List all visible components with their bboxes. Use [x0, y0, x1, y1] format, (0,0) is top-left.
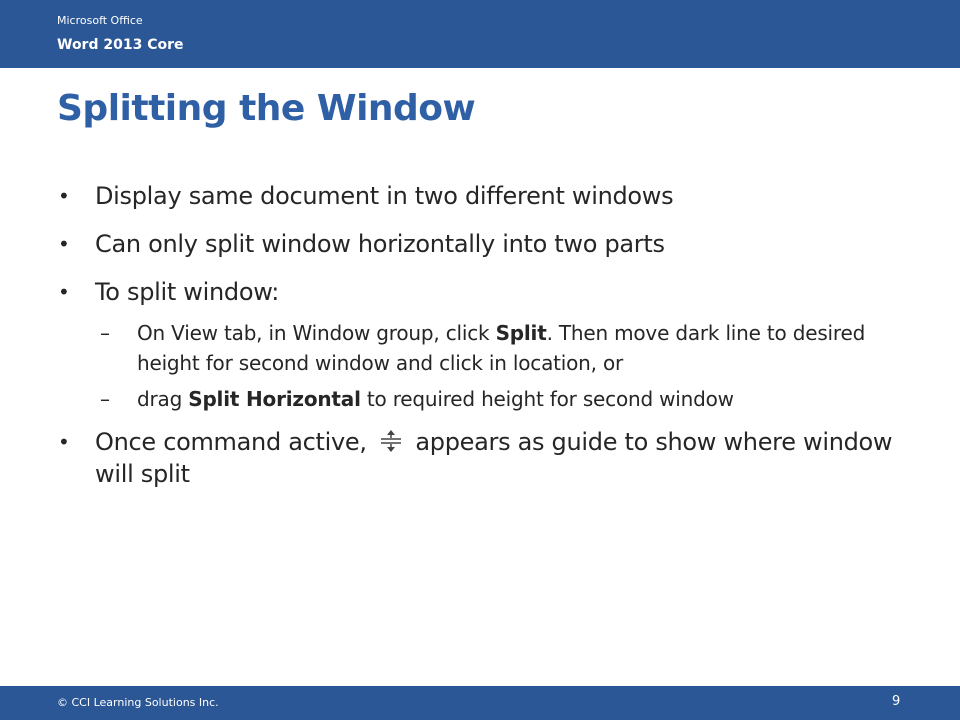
sub-bullet-item [100, 384, 918, 414]
bullet-dot: • [58, 430, 70, 454]
bullet-text: Can only split window horizontally into two parts [95, 230, 665, 258]
sub-bullet-text-bold: Split [495, 321, 547, 345]
slide-content [58, 180, 918, 506]
bullet-dot: • [58, 280, 70, 304]
sub-bullet-text-pre: drag [137, 387, 189, 411]
header-bar [0, 0, 960, 68]
bullet-dot: • [58, 232, 70, 256]
sub-bullet-text-pre: On View tab, in Window group, click [137, 321, 496, 345]
bullet-item [58, 426, 918, 490]
split-horizontal-icon [378, 428, 404, 454]
bullet-text-post: appears as guide to show where window will split [95, 428, 893, 488]
footer-copyright: © CCI Learning Solutions Inc. [57, 696, 219, 709]
bullet-dot: • [58, 184, 70, 208]
footer-bar [0, 686, 960, 720]
sub-bullet-item [100, 318, 918, 378]
bullet-item [58, 276, 918, 308]
bullet-text: Display same document in two different windows [95, 182, 674, 210]
bullet-text: To split window: [95, 278, 280, 306]
bullet-item [58, 180, 918, 212]
bullet-item [58, 228, 918, 260]
sub-bullet-dash: – [100, 387, 110, 411]
header-product: Microsoft Office [57, 14, 143, 27]
sub-bullet-text-post: to required height for second window [360, 387, 734, 411]
header-course: Word 2013 Core [57, 37, 184, 53]
sub-bullet-text-post: . Then move dark line to desired height for second window and click in location, or [137, 321, 866, 375]
sub-bullet-dash: – [100, 321, 110, 345]
page-number: 9 [892, 694, 901, 709]
slide-title: Splitting the Window [57, 88, 476, 129]
sub-bullet-text-bold: Split Horizontal [188, 387, 361, 411]
bullet-text-pre: Once command active, [95, 428, 375, 456]
